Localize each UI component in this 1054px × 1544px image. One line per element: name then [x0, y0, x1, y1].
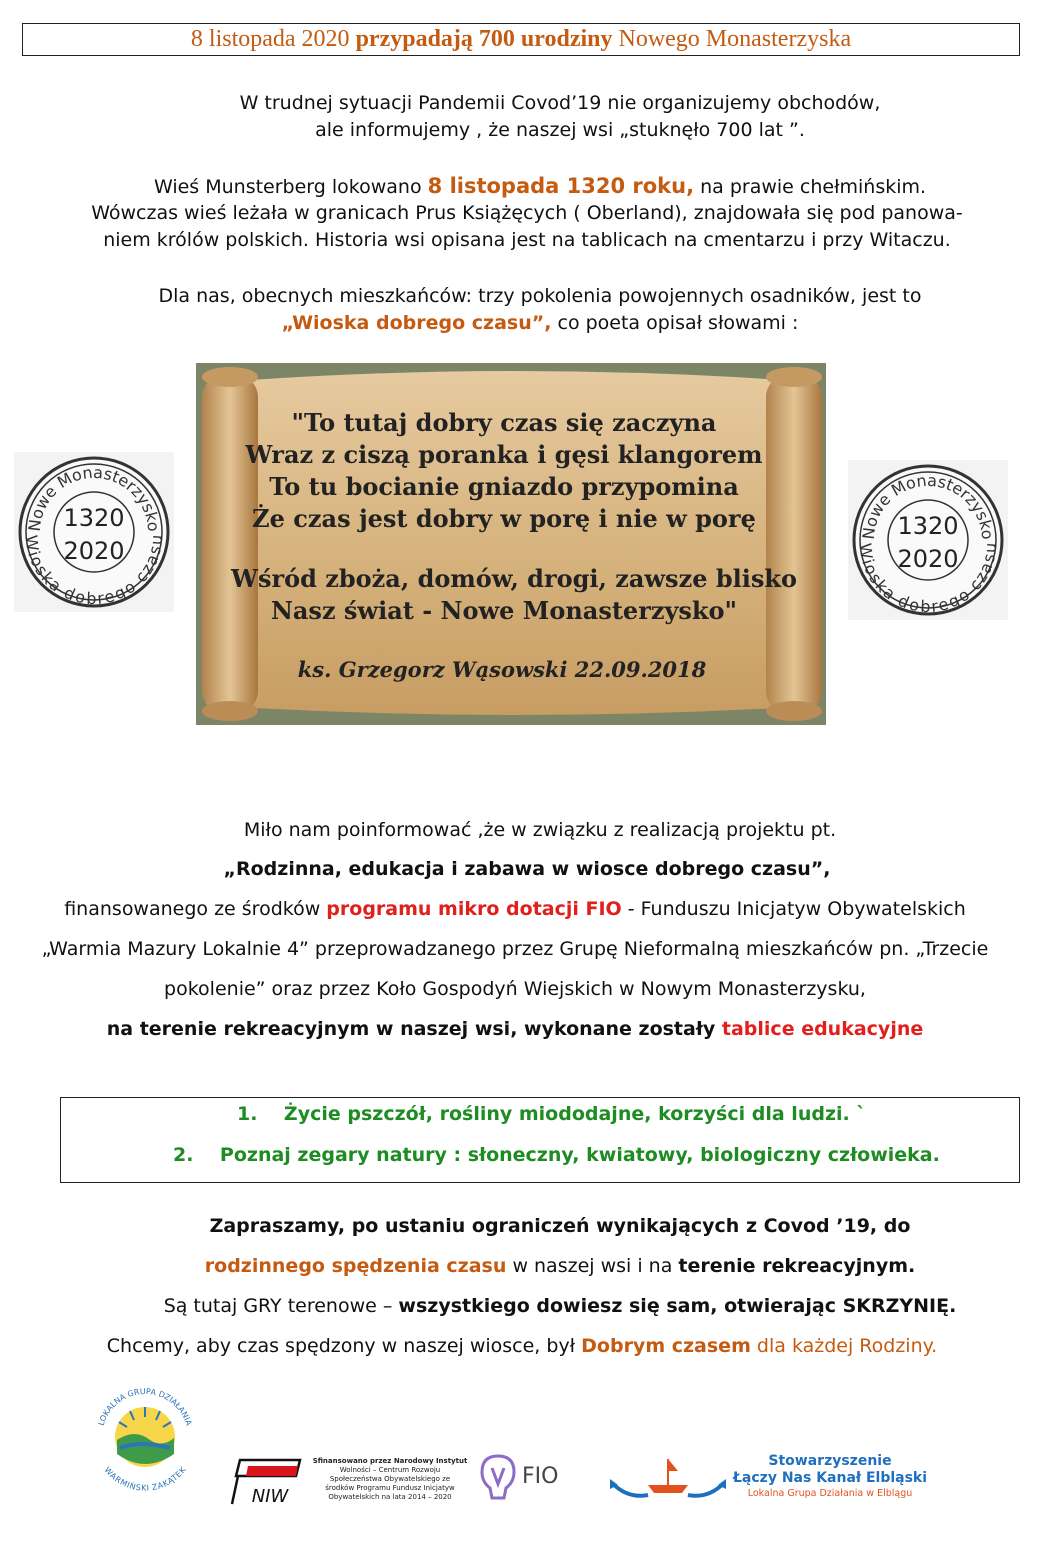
stamp-right-top-text: Nowe Monasterzysko — [858, 470, 998, 541]
history-lead: Wieś Munsterberg lokowano — [153, 176, 422, 198]
niw-logo-graphic — [230, 1452, 310, 1507]
lgd-logo-graphic — [90, 1382, 200, 1492]
association-line-3: Lokalna Grupa Działania w Elblągu — [747, 1488, 913, 1499]
funding-line: Sfinansowano przez Narodowy Instytut — [312, 1457, 468, 1465]
invite-line-1: Zapraszamy, po ustaniu ograniczeń wynikających z Covod ’19, do — [209, 1215, 911, 1237]
history-line-2: Wówczas wieś leżała w granicach Prus Książęcych ( Oberland), znajdowała się pod panowa- — [91, 202, 963, 224]
history-date: 8 listopada 1320 roku, — [427, 174, 695, 198]
funding-line: Wolności – Centrum Rozwoju — [339, 1466, 441, 1474]
poem-line-2: Wraz z ciszą poranka i gęsi klangorem — [245, 440, 763, 469]
invite-line-3 — [0, 1293, 1054, 1320]
association-line-2: Łączy Nas Kanał Elbląski — [732, 1470, 928, 1486]
stamp-right-year-to: 2020 — [897, 545, 959, 573]
association-emblem-graphic — [608, 1455, 728, 1505]
project-line-1: Miło nam poinformować ,że w związku z realizacją projektu pt. — [243, 819, 837, 841]
poem-line-1: "To tutaj dobry czas się zaczyna — [291, 408, 717, 437]
invite-line-2 — [0, 1253, 1054, 1280]
history-line-1 — [0, 173, 1054, 201]
stamp-right-bottom-text: Wioska dobrego czasu — [855, 542, 1001, 617]
stamp-left — [14, 452, 174, 612]
fio-program: programu mikro dotacji FIO — [326, 898, 622, 920]
project-line-6 — [0, 1016, 1030, 1043]
stamp-left-year-to: 2020 — [63, 537, 125, 565]
invite-mid: w naszej wsi i na — [512, 1255, 673, 1277]
funding-line: Społeczeństwa Obywatelskiego ze — [329, 1475, 451, 1483]
poem-scroll — [196, 363, 826, 725]
board-item-text: Życie pszczół, rośliny miododajne, korzyści dla ludzi. ` — [283, 1103, 866, 1125]
page-title — [22, 26, 1020, 53]
funding-line: środków Programu Fundusz Inicjatyw — [325, 1484, 455, 1492]
poem-line-5: Wśród zboża, domów, drogi, zawsze blisko — [231, 564, 797, 593]
project-line-3 — [0, 896, 1030, 923]
board-item-text: Poznaj zegary natury : słoneczny, kwiatowy, biologiczny człowieka. — [219, 1144, 940, 1166]
funding-fund: - Funduszu Inicjatyw Obywatelskich — [627, 898, 966, 920]
funding-lead: finansowanego ze środków — [64, 898, 321, 920]
niw-logo — [230, 1452, 310, 1507]
history-law: na prawie chełmińskim. — [700, 176, 927, 198]
stamp-right-graphic — [850, 462, 1006, 618]
niw-text: NIW — [251, 1486, 289, 1507]
funding-line: Obywatelskich na lata 2014 – 2020 — [328, 1493, 452, 1501]
fio-logo — [478, 1450, 578, 1510]
games-box: wszystkiego dowiesz się sam, otwierając SKRZYNIĘ. — [398, 1295, 957, 1317]
poem-line-4: Że czas jest dobry w porę i nie w porę — [252, 504, 756, 533]
wish-lead: Chcemy, aby czas spędzony w naszej wiosce, był — [106, 1335, 576, 1357]
invite-line-4 — [0, 1333, 1044, 1360]
stamp-left-graphic — [16, 454, 172, 610]
board-item-2 — [173, 1142, 1013, 1169]
association-emblem — [608, 1455, 728, 1505]
boards-highlight: tablice edukacyjne — [721, 1018, 924, 1040]
stamp-left-bottom-text: Wioska dobrego czasu — [21, 534, 167, 609]
residents-line-2 — [0, 310, 1054, 337]
poem-signature: ks. Grzegorz Wąsowski 22.09.2018 — [297, 657, 707, 682]
scroll-graphic — [196, 363, 826, 725]
title-highlight: przypadają 700 urodziny — [355, 26, 613, 52]
stamp-left-year-from: 1320 — [63, 504, 125, 532]
board-item-1 — [237, 1101, 1017, 1128]
association-name — [730, 1453, 930, 1500]
title-place: Nowego Monasterzyska — [618, 26, 852, 52]
fio-text: FIO — [522, 1464, 559, 1489]
good-time: Dobrym czasem — [581, 1335, 751, 1357]
lgd-logo — [90, 1382, 200, 1492]
family-time: rodzinnego spędzenia czasu — [204, 1255, 507, 1277]
lgd-top-text: LOKALNA GRUPA DZIAŁANIA — [96, 1386, 194, 1427]
project-line-4: „Warmia Mazury Lokalnie 4” przeprowadzanego przez Grupę Nieformalną mieszkańców pn. „Trzecie — [41, 938, 989, 960]
fio-logo-graphic — [478, 1450, 578, 1510]
boards-lead: na terenie rekreacyjnym w naszej wsi, wykonane zostały — [106, 1018, 716, 1040]
stamp-left-top-text: Nowe Monasterzysko — [24, 462, 164, 533]
funding-note — [310, 1457, 470, 1502]
intro-line-2: ale informujemy , że naszej wsi „stuknęło 700 lat ”. — [315, 119, 805, 141]
poem-line-3: To tu bocianie gniazdo przypomina — [269, 472, 739, 501]
history-line-3: niem królów polskich. Historia wsi opisana jest na tablicach na cmentarzu i przy Witaczu. — [103, 229, 951, 251]
games-lead: Są tutaj GRY terenowe – — [163, 1295, 393, 1317]
recreation-area: terenie rekreacyjnym. — [678, 1255, 916, 1277]
association-line-1: Stowarzyszenie — [768, 1453, 892, 1469]
lgd-bottom-text: WARMIŃSKI ZAKĄTEK — [102, 1465, 188, 1492]
intro-line-1: W trudnej sytuacji Pandemii Covod’19 nie organizujemy obchodów, — [239, 92, 881, 114]
board-item-number: 2. — [173, 1144, 194, 1166]
project-title: „Rodzinna, edukacja i zabawa w wiosce dobrego czasu”, — [223, 858, 831, 880]
stamp-right-year-from: 1320 — [897, 512, 959, 540]
residents-poet: co poeta opisał słowami : — [557, 312, 799, 334]
for-every-family: dla każdej Rodziny. — [756, 1335, 938, 1357]
title-date: 8 listopada 2020 — [190, 26, 350, 52]
village-name-quote: „Wioska dobrego czasu”, — [281, 312, 552, 334]
residents-line-1: Dla nas, obecnych mieszkańców: trzy pokolenia powojennych osadników, jest to — [158, 285, 922, 307]
poem-line-6: Nasz świat - Nowe Monasterzysko" — [270, 596, 738, 625]
project-line-5: pokolenie” oraz przez Koło Gospodyń Wiejskich w Nowym Monasterzysku, — [164, 978, 866, 1000]
stamp-right — [848, 460, 1008, 620]
board-item-number: 1. — [237, 1103, 258, 1125]
